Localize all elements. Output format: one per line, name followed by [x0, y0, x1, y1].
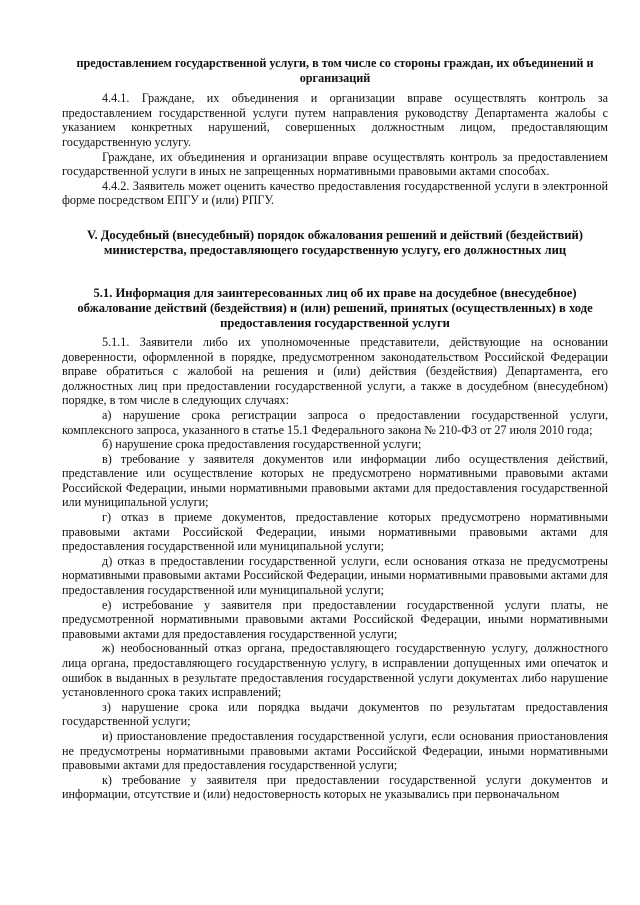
paragraph-4-4-1: 4.4.1. Граждане, их объединения и организации вправе осуществлять контроль за предоставлением государственной услуги путем направления руководству Департамента жалобы с указанием конкретных нарушений, совершенных должностным лицом, предоставляющим государственную услугу. [62, 91, 608, 149]
list-item-z: з) нарушение срока или порядка выдачи документов по результатам предоставления государственной услуги; [62, 699, 608, 729]
spacer [62, 258, 608, 286]
heading-top: предоставлением государственной услуги, в том числе со стороны граждан, их объединений и организаций [76, 56, 594, 85]
list-item-v: в) требование у заявителя документов или информации либо осуществления действий, представление или осуществление которых не предусмотрено нормативными правовыми актами Российской Федерации, иными нормативными правовыми актами для предоставления государственной или муниципальной услуги; [62, 451, 608, 510]
paragraph-5-1-1: 5.1.1. Заявители либо их уполномоченные представители, действующие на основании доверенности, оформленной в порядке, предусмотренном законодательством Российской Федерации вправе обратиться с жалобой на решения и (или) действия (бездействия) Департамента, его должностных лиц при предоставлении государственной услуги, а также в досудебном (внесудебном) порядке, в том числе в следующих случаях: [62, 334, 608, 408]
list-item-a: а) нарушение срока регистрации запроса о предоставлении государственной услуги, комплексного запроса, указанного в статье 15.1 Федерального закона № 210-ФЗ от 27 июля 2010 года; [62, 407, 608, 437]
paragraph-4-4-2: 4.4.2. Заявитель может оценить качество предоставления государственной услуги в электронной форме посредством ЕПГУ и (или) РПГУ. [62, 178, 608, 208]
list-item-k: к) требование у заявителя при предоставлении государственной услуги документов и информации, отсутствие и (или) недостоверность которых не указывались при первоначальном [62, 772, 608, 802]
list-item-zh: ж) необоснованный отказ органа, предоставляющего государственную услугу, должностного лица органа, предоставляющего государственную услугу, в исправлении допущенных ими опечаток и ошибок в выданных в результате предоставления государственной услуги документах либо нарушение установленного срока таких исправлений; [62, 641, 608, 700]
paragraph-4-4-1-continued: Граждане, их объединения и организации вправе осуществлять контроль за предоставлением государственной услуги в иных не запрещенных нормативными правовыми актами способах. [62, 149, 608, 179]
document-page [62, 56, 608, 802]
list-item-d: д) отказ в предоставлении государственной услуги, если основания отказа не предусмотрены нормативными правовыми актами Российской Федерации, иными нормативными правовыми актами для предоставления государственной или муниципальной услуги; [62, 553, 608, 598]
section-v-title: V. Досудебный (внесудебный) порядок обжалования решений и действий (бездействий) министерства, предоставляющего государственную услугу, его должностных лиц [87, 227, 583, 257]
list-item-b: б) нарушение срока предоставления государственной услуги; [102, 437, 422, 452]
subsection-5-1-title: 5.1. Информация для заинтересованных лиц об их праве на досудебное (внесудебное) обжалование действий (бездействия) и (или) решений, принятых (осуществленных) в ходе предоставления государственной услуги [77, 285, 593, 330]
list-item-i: и) приостановление предоставления государственной услуги, если основания приостановления не предусмотрены нормативными правовыми актами Российской Федерации, иными нормативными правовыми актами для предоставления государственной услуги; [62, 728, 608, 773]
spacer [62, 208, 608, 228]
list-item-e: е) истребование у заявителя при предоставлении государственной услуги платы, не предусмотренной нормативными правовыми актами Российской Федерации, иными нормативными правовыми актами для предоставления государственной услуги; [62, 597, 608, 641]
list-item-g: г) отказ в приеме документов, предоставление которых предусмотрено нормативными правовыми актами Российской Федерации, иными нормативными правовыми актами для предоставления государственной или муниципальной услуги; [62, 510, 608, 554]
